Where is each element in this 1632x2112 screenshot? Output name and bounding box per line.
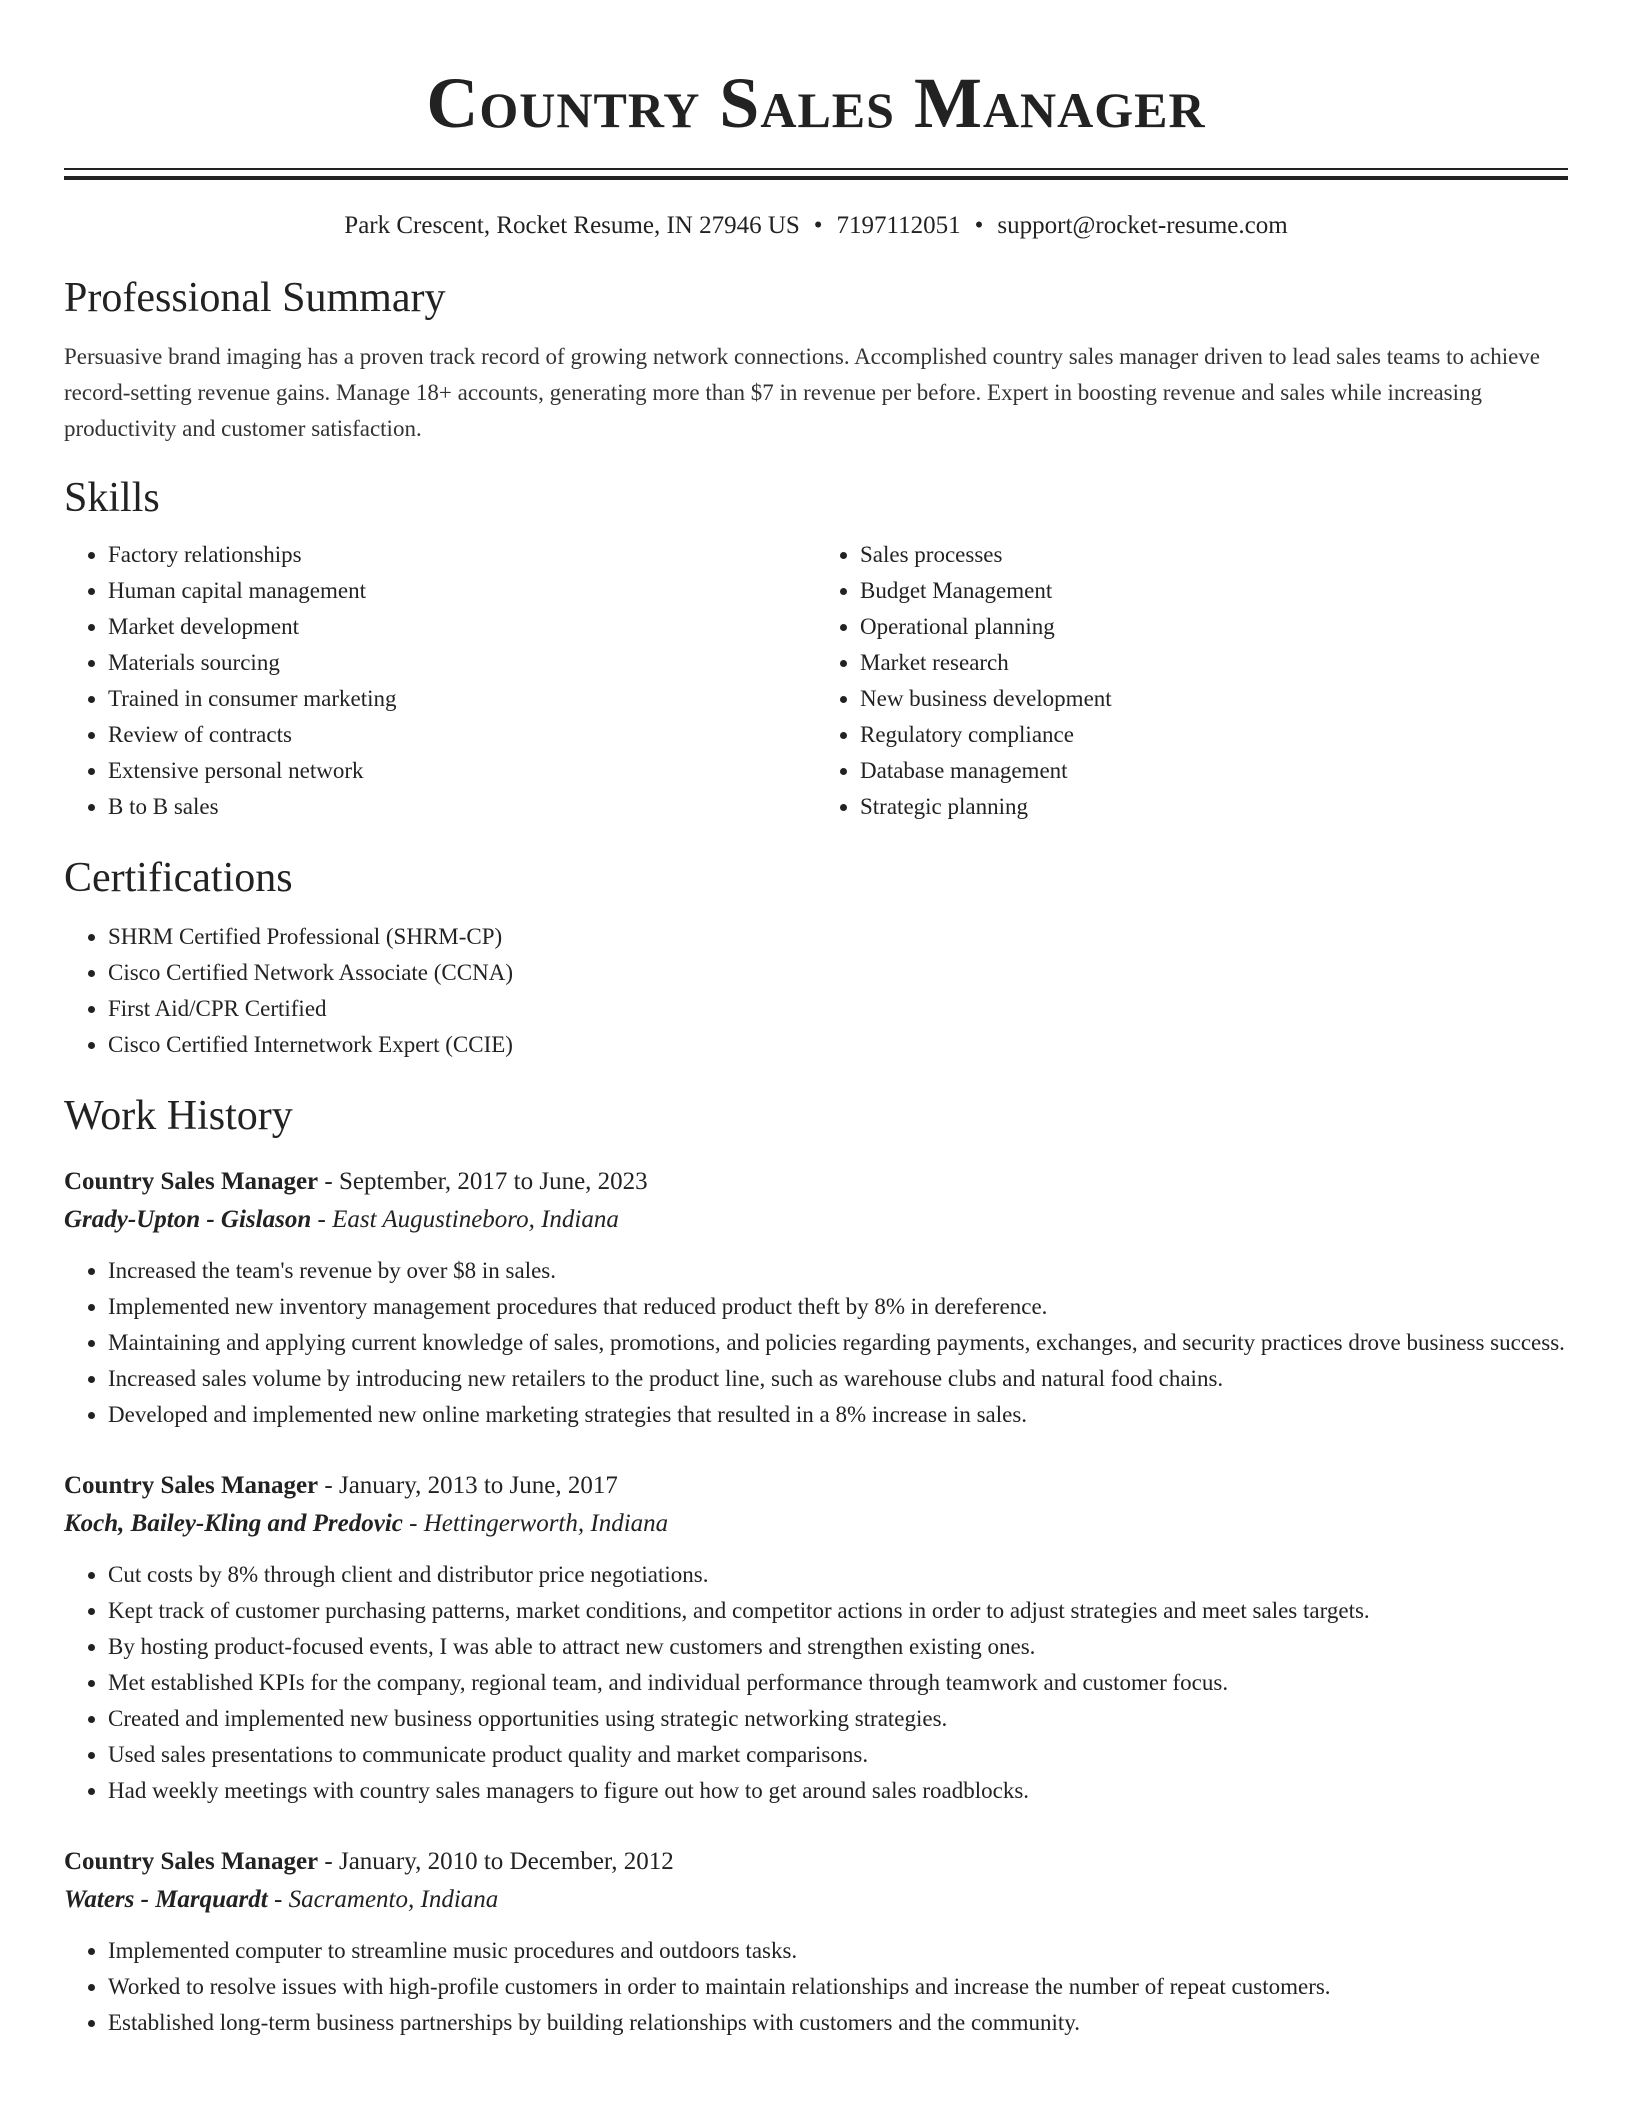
job-bullet: • Worked to resolve issues with high-profile customers in order to maintain relationships and increase the number of repeat customers. — [108, 1969, 1568, 2005]
job-title-line — [64, 1467, 1568, 1505]
certifications-heading: Certifications — [64, 855, 293, 901]
skill-item: • Factory relationships — [108, 537, 816, 573]
contact-address: Park Crescent, Rocket Resume, IN 27946 US — [344, 212, 800, 239]
skills-heading: Skills — [64, 475, 160, 521]
job-title: Country Sales Manager — [64, 1168, 319, 1195]
job-bullet: • Had weekly meetings with country sales managers to figure out how to get around sales roadblocks. — [108, 1773, 1568, 1809]
job-bullet-list — [64, 1557, 1568, 1809]
job-title-line — [64, 1843, 1568, 1881]
company-name: Waters - Marquardt — [64, 1886, 268, 1913]
work-history-section — [64, 1091, 1568, 2041]
job-bullet: • Used sales presentations to communicate product quality and market comparisons. — [108, 1737, 1568, 1773]
job-entry — [64, 1163, 1568, 1433]
job-bullet: • Kept track of customer purchasing patterns, market conditions, and competitor actions in order to adjust strategies and meet sales targets. — [108, 1593, 1568, 1629]
job-bullet: • Implemented computer to streamline music procedures and outdoors tasks. — [108, 1933, 1568, 1969]
skills-section — [64, 473, 1568, 825]
contact-phone: 7197112051 — [836, 212, 961, 239]
job-bullet: • Met established KPIs for the company, regional team, and individual performance through teamwork and customer focus. — [108, 1665, 1568, 1701]
company-name: Grady-Upton - Gislason — [64, 1206, 312, 1233]
certification-item: • SHRM Certified Professional (SHRM-CP) — [108, 919, 1568, 955]
skills-left-list — [64, 537, 816, 825]
company-location: - Hettingerworth, Indiana — [402, 1510, 669, 1537]
title-double-rule — [64, 168, 1568, 180]
skill-item: • Sales processes — [860, 537, 1568, 573]
job-title: Country Sales Manager — [64, 1848, 319, 1875]
contact-email: support@rocket-resume.com — [997, 212, 1288, 239]
skill-item: • Market development — [108, 609, 816, 645]
skill-item: • New business development — [860, 681, 1568, 717]
company-line — [64, 1881, 1568, 1919]
skills-right-list — [816, 537, 1568, 825]
work-history-heading: Work History — [64, 1093, 293, 1139]
job-bullet: • Increased the team's revenue by over $8 in sales. — [108, 1253, 1568, 1289]
contact-separator: • — [974, 212, 984, 239]
job-bullet: • Cut costs by 8% through client and distributor price negotiations. — [108, 1557, 1568, 1593]
skill-item: • Database management — [860, 753, 1568, 789]
skills-columns — [64, 537, 1568, 825]
skill-item: • Strategic planning — [860, 789, 1568, 825]
skill-item: • Budget Management — [860, 573, 1568, 609]
job-title-line — [64, 1163, 1568, 1201]
job-entry — [64, 1843, 1568, 2041]
job-dates: - January, 2010 to December, 2012 — [318, 1848, 674, 1875]
resume-page — [64, 0, 1568, 2041]
skill-item: • Trained in consumer marketing — [108, 681, 816, 717]
job-bullet: • By hosting product-focused events, I was able to attract new customers and strengthen existing ones. — [108, 1629, 1568, 1665]
job-bullet: • Developed and implemented new online marketing strategies that resulted in a 8% increase in sales. — [108, 1397, 1568, 1433]
skill-item: • Operational planning — [860, 609, 1568, 645]
summary-text: Persuasive brand imaging has a proven track record of growing network connections. Accomplished country sales manager driven to lead sales teams to achieve record-setting revenue gains. Manage 18+ accounts, generating more than $7 in revenue per before. Expert in boosting revenue and sales while increasing productivity and customer satisfaction. — [64, 344, 1540, 441]
skill-item: • B to B sales — [108, 789, 816, 825]
contact-separator: • — [813, 212, 823, 239]
company-line — [64, 1505, 1568, 1543]
summary-section — [64, 273, 1568, 447]
certifications-list — [64, 919, 1568, 1063]
certification-item: • Cisco Certified Network Associate (CCNA) — [108, 955, 1568, 991]
certification-item: • First Aid/CPR Certified — [108, 991, 1568, 1027]
company-line — [64, 1201, 1568, 1239]
certification-item: • Cisco Certified Internetwork Expert (CCIE) — [108, 1027, 1568, 1063]
job-dates: - January, 2013 to June, 2017 — [318, 1472, 618, 1499]
company-location: - Sacramento, Indiana — [267, 1886, 499, 1913]
job-bullet-list — [64, 1253, 1568, 1433]
job-bullet-list — [64, 1933, 1568, 2041]
skill-item: • Regulatory compliance — [860, 717, 1568, 753]
job-title: Country Sales Manager — [64, 1472, 319, 1499]
job-bullet: • Established long-term business partnerships by building relationships with customers and the community. — [108, 2005, 1568, 2041]
skill-item: • Review of contracts — [108, 717, 816, 753]
company-name: Koch, Bailey-Kling and Predovic — [64, 1510, 403, 1537]
skill-item: • Market research — [860, 645, 1568, 681]
job-bullet: • Created and implemented new business opportunities using strategic networking strategies. — [108, 1701, 1568, 1737]
skill-item: • Human capital management — [108, 573, 816, 609]
skill-item: • Materials sourcing — [108, 645, 816, 681]
job-bullet: • Increased sales volume by introducing new retailers to the product line, such as warehouse clubs and natural food chains. — [108, 1361, 1568, 1397]
contact-line — [64, 210, 1568, 242]
company-location: - East Augustineboro, Indiana — [311, 1206, 619, 1233]
resume-title: Country Sales Manager — [426, 63, 1206, 143]
job-bullet: • Implemented new inventory management procedures that reduced product theft by 8% in dereference. — [108, 1289, 1568, 1325]
summary-heading: Professional Summary — [64, 275, 446, 321]
job-entry — [64, 1467, 1568, 1809]
job-bullet: • Maintaining and applying current knowledge of sales, promotions, and policies regarding payments, exchanges, and security practices drove business success. — [108, 1325, 1568, 1361]
skill-item: • Extensive personal network — [108, 753, 816, 789]
job-dates: - September, 2017 to June, 2023 — [318, 1168, 648, 1195]
certifications-section — [64, 853, 1568, 1063]
